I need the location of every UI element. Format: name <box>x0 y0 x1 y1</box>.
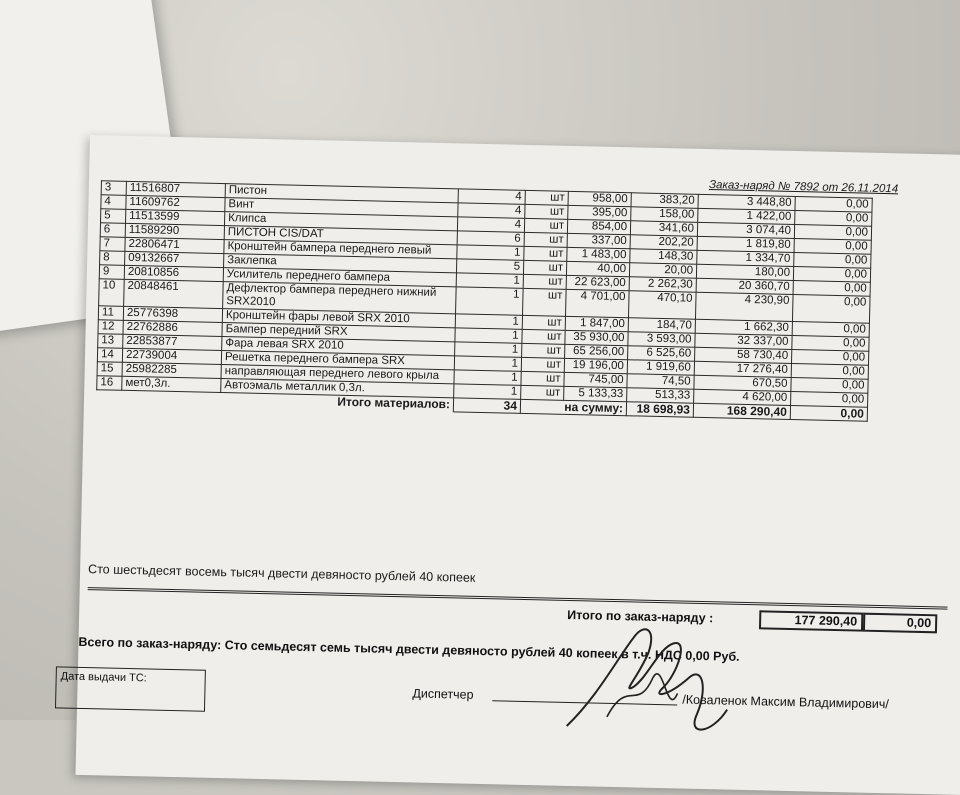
cell-disc: 202,20 <box>630 235 697 251</box>
cell-price: 337,00 <box>567 233 630 248</box>
cell-vat: 0,00 <box>794 239 871 255</box>
cell-name: Усилитель переднего бампера <box>223 268 456 287</box>
cell-n: 16 <box>97 376 122 391</box>
cell-unit: шт <box>522 315 565 330</box>
cell-n: 12 <box>98 320 123 335</box>
materials-sum-in-words: Сто шестьдесят восемь тысяч двести девяносто рублей 40 копеек <box>87 562 476 585</box>
total-qty: 34 <box>453 398 520 414</box>
handwritten-signature <box>536 615 739 740</box>
cell-price: 1 847,00 <box>565 316 628 331</box>
total-discount: 18 698,93 <box>626 402 693 418</box>
cell-price: 19 196,00 <box>564 358 627 373</box>
cell-unit: шт <box>523 260 566 275</box>
cell-name: Дефлектор бампера переднего нижний SRX2010 <box>223 282 457 314</box>
cell-qty: 1 <box>454 384 521 400</box>
cell-disc: 1 919,60 <box>627 360 694 376</box>
cell-n: 13 <box>98 334 123 349</box>
cell-price: 22 623,00 <box>566 275 629 290</box>
items-table <box>96 180 873 421</box>
cell-disc: 513,33 <box>627 388 694 404</box>
cell-disc: 184,70 <box>628 318 695 334</box>
grand-total-label: Итого по заказ-наряду : <box>567 607 714 626</box>
cell-code: 09132667 <box>125 251 224 267</box>
cell-name: Клипса <box>224 212 457 231</box>
cell-sum: 1 334,70 <box>697 250 794 266</box>
cell-unit: шт <box>521 385 564 400</box>
cell-sum: 1 819,80 <box>697 236 794 252</box>
cell-vat: 0,00 <box>793 280 870 296</box>
cell-vat: 0,00 <box>794 225 871 241</box>
cell-name: Кронштейн бампера переднего левый <box>224 240 457 259</box>
cell-price: 65 256,00 <box>565 344 628 359</box>
cell-unit: шт <box>521 357 564 372</box>
cell-n: 7 <box>100 237 125 252</box>
cell-code: мет0,3л. <box>122 376 221 392</box>
sum-label: на сумму: <box>520 399 626 415</box>
grand-total-in-words: Всего по заказ-наряду: Сто семьдесят семь тысяч двести девяносто рублей 40 копеек в т.ч. НДС 0,00 Руб. <box>78 634 740 664</box>
cell-code: 25776398 <box>123 306 222 322</box>
cell-price: 5 133,33 <box>564 386 627 401</box>
cell-n: 4 <box>101 195 126 210</box>
cell-name: Пистон <box>225 184 458 203</box>
cell-sum: 1 422,00 <box>698 208 795 224</box>
cell-price: 854,00 <box>567 219 630 234</box>
cell-disc: 74,50 <box>627 374 694 390</box>
cell-unit: шт <box>523 274 566 289</box>
cell-sum: 20 360,70 <box>696 278 793 294</box>
cell-code: 20848461 <box>124 279 224 308</box>
cell-vat: 0,00 <box>792 321 869 337</box>
cell-name: Бампер передний SRX <box>222 323 455 342</box>
cell-n: 5 <box>101 209 126 224</box>
cell-code: 22853877 <box>123 334 222 350</box>
cell-unit: шт <box>522 343 565 358</box>
cell-qty: 4 <box>458 189 525 205</box>
cell-disc: 158,00 <box>631 207 698 223</box>
cell-qty: 1 <box>457 245 524 261</box>
cell-sum: 4 230,90 <box>695 292 793 321</box>
cell-sum: 670,50 <box>694 375 791 391</box>
cell-code: 22762886 <box>123 320 222 336</box>
cell-price: 395,00 <box>568 205 631 220</box>
cell-name: Кронштейн фары левой SRX 2010 <box>222 309 455 328</box>
cell-name: Автоэмаль металлик 0,3л. <box>221 379 454 398</box>
cell-unit: шт <box>522 329 565 344</box>
cell-qty: 1 <box>456 273 523 289</box>
cell-unit: шт <box>524 232 567 247</box>
cell-vat: 0,00 <box>793 266 870 282</box>
cell-name: Решетка переднего бампера SRX <box>221 351 454 370</box>
dispatcher-label: Диспетчер <box>412 686 474 702</box>
cell-name: направляющая переднего левого крыла <box>221 365 454 384</box>
cell-code: 22806471 <box>125 237 224 253</box>
grand-total-vat: 0,00 <box>863 613 937 634</box>
total-sum: 168 290,40 <box>693 403 790 419</box>
cell-vat: 0,00 <box>792 294 870 323</box>
dispatcher-name: /Коваленок Максим Владимирович/ <box>682 692 890 712</box>
cell-qty: 1 <box>455 328 522 344</box>
cell-sum: 1 662,30 <box>695 319 792 335</box>
cell-price: 745,00 <box>564 372 627 387</box>
cell-qty: 1 <box>456 287 524 316</box>
cell-sum: 4 620,00 <box>694 389 791 405</box>
issue-date-box <box>55 666 206 711</box>
cell-sum: 180,00 <box>696 264 793 280</box>
cell-n: 6 <box>100 223 125 238</box>
cell-n: 15 <box>97 362 122 377</box>
cell-code: 20810856 <box>124 265 223 281</box>
cell-code: 22739004 <box>122 348 221 364</box>
cell-qty: 1 <box>454 356 521 372</box>
cell-code: 25982285 <box>122 362 221 378</box>
cell-name: ПИСТОН CIS/DAT <box>224 226 457 245</box>
cell-name: Заклепка <box>224 254 457 273</box>
cell-unit: шт <box>524 246 567 261</box>
cell-vat: 0,00 <box>791 377 868 393</box>
cell-vat: 0,00 <box>795 211 872 227</box>
cell-disc: 2 262,30 <box>629 277 696 293</box>
cell-unit: шт <box>525 204 568 219</box>
cell-name: Винт <box>225 198 458 217</box>
cell-qty: 5 <box>456 259 523 275</box>
cell-disc: 20,00 <box>629 263 696 279</box>
cell-code: 11609762 <box>126 195 225 211</box>
cell-sum: 3 074,40 <box>697 222 794 238</box>
cell-sum: 32 337,00 <box>695 333 792 349</box>
cell-qty: 4 <box>457 217 524 233</box>
cell-qty: 4 <box>458 203 525 219</box>
cell-disc: 3 593,00 <box>628 332 695 348</box>
cell-price: 958,00 <box>568 191 631 206</box>
cell-sum: 17 276,40 <box>694 361 791 377</box>
issue-date-label: Дата выдачи ТС: <box>60 670 147 685</box>
cell-n: 11 <box>98 306 123 321</box>
cell-unit: шт <box>523 288 567 316</box>
cell-n: 3 <box>101 181 126 196</box>
cell-n: 8 <box>100 251 125 266</box>
cell-price: 35 930,00 <box>565 330 628 345</box>
cell-n: 14 <box>97 348 122 363</box>
order-title: Заказ-наряд № 7892 от 26.11.2014 <box>708 179 899 196</box>
cell-qty: 1 <box>455 314 522 330</box>
cell-sum: 58 730,40 <box>695 347 792 363</box>
cell-vat: 0,00 <box>795 197 872 213</box>
cell-n: 9 <box>99 265 124 280</box>
cell-code: 11589290 <box>125 223 224 239</box>
cell-disc: 6 525,60 <box>628 346 695 362</box>
cell-disc: 148,30 <box>630 249 697 265</box>
cell-qty: 1 <box>454 370 521 386</box>
cell-unit: шт <box>521 371 564 386</box>
cell-vat: 0,00 <box>794 253 871 269</box>
cell-vat: 0,00 <box>791 391 868 407</box>
cell-code: 11513599 <box>126 209 225 225</box>
cell-qty: 1 <box>455 342 522 358</box>
cell-vat: 0,00 <box>791 363 868 379</box>
total-vat: 0,00 <box>790 405 867 421</box>
cell-disc: 470,10 <box>628 291 696 320</box>
cell-unit: шт <box>524 218 567 233</box>
cell-qty: 6 <box>457 231 524 247</box>
cell-disc: 383,20 <box>631 193 698 209</box>
cell-code: 11516807 <box>126 181 225 197</box>
cell-price: 40,00 <box>566 261 629 276</box>
cell-disc: 341,60 <box>630 221 697 237</box>
materials-total-label: Итого материалов: <box>337 394 451 412</box>
grand-total-sum: 177 290,40 <box>759 610 863 631</box>
divider-line <box>88 587 948 610</box>
cell-name: Фара левая SRX 2010 <box>222 337 455 356</box>
cell-sum: 3 448,80 <box>698 194 795 210</box>
cell-vat: 0,00 <box>792 335 869 351</box>
cell-vat: 0,00 <box>791 349 868 365</box>
cell-n: 10 <box>99 279 125 307</box>
cell-price: 4 701,00 <box>566 289 630 317</box>
cell-unit: шт <box>525 190 568 205</box>
cell-price: 1 483,00 <box>567 247 630 262</box>
work-order-document <box>60 135 960 795</box>
